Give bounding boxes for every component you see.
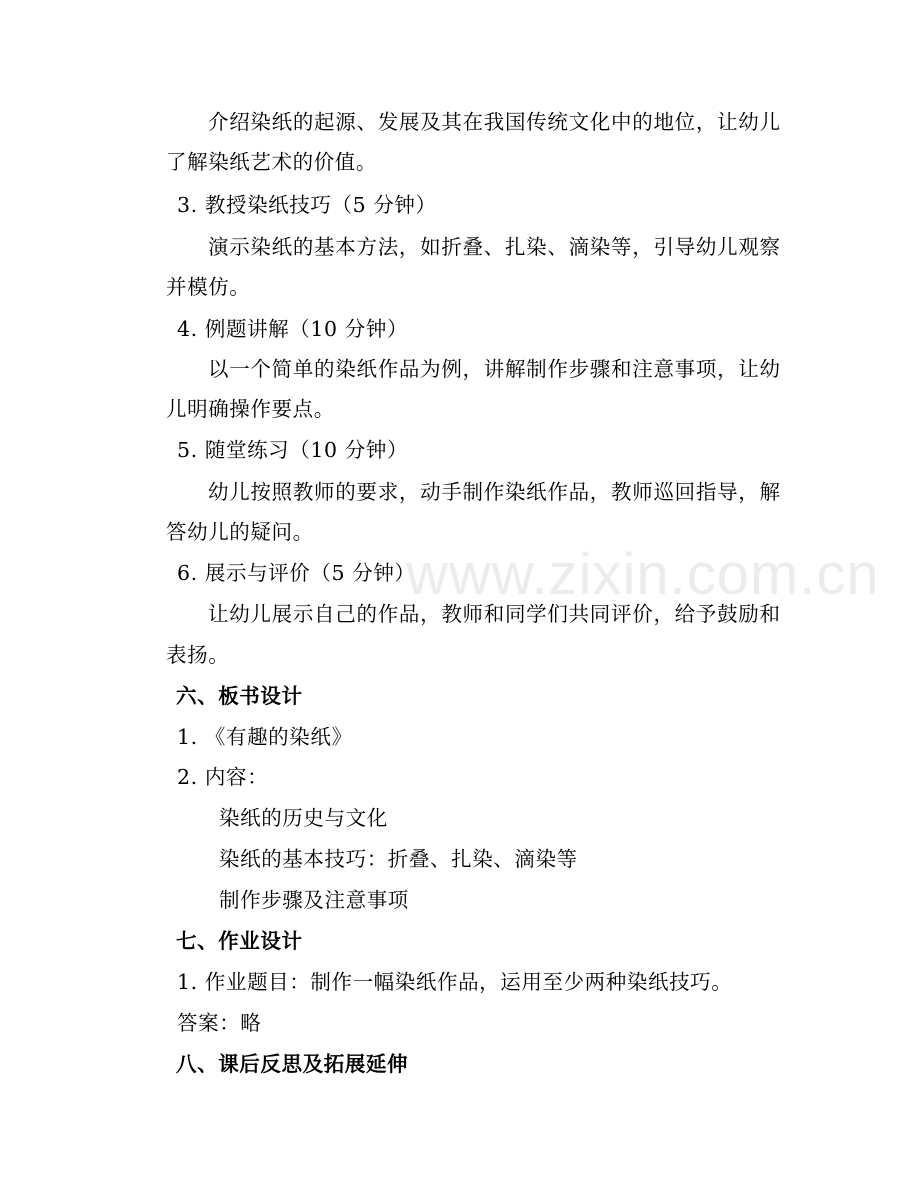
paragraph-line: 了解染纸艺术的价值。 [166,150,377,174]
list-item-heading: 5. 随堂练习（10 分钟） [177,438,409,462]
paragraph-line: 儿明确操作要点。 [166,397,335,421]
section-heading: 六、板书设计 [176,684,303,708]
paragraph-line: 演示染纸的基本方法，如折叠、扎染、滴染等，引导幼儿观察 [208,235,780,259]
list-item-heading: 4. 例题讲解（10 分钟） [177,317,409,341]
list-item: 1. 作业题目：制作一幅染纸作品，运用至少两种染纸技巧。 [177,970,733,994]
paragraph-line: 让幼儿展示自己的作品，教师和同学们共同评价，给予鼓励和 [208,602,780,626]
list-item: 2. 内容： [177,765,269,789]
content-line: 染纸的基本技巧：折叠、扎染、滴染等 [219,847,578,871]
paragraph-line: 表扬。 [166,643,230,667]
section-heading: 八、课后反思及拓展延伸 [176,1052,409,1076]
list-item-heading: 3. 教授染纸技巧（5 分钟） [177,193,437,217]
content-line: 制作步骤及注意事项 [219,888,409,912]
list-item-heading: 6. 展示与评价（5 分钟） [177,561,416,585]
paragraph-line: 以一个简单的染纸作品为例，讲解制作步骤和注意事项，让幼 [208,357,780,381]
paragraph-line: 介绍染纸的起源、发展及其在我国传统文化中的地位，让幼儿 [208,110,780,134]
paragraph-line: 答幼儿的疑问。 [166,520,314,544]
list-item: 1. 《有趣的染纸》 [177,725,353,749]
paragraph-line: 幼儿按照教师的要求，动手制作染纸作品，教师巡回指导，解 [208,480,780,504]
paragraph-line: 并模仿。 [166,275,251,299]
content-line: 染纸的历史与文化 [219,806,388,830]
section-heading: 七、作业设计 [176,929,303,953]
answer-line: 答案：略 [177,1011,262,1035]
watermark: www.zixin.com.cn [406,542,880,607]
